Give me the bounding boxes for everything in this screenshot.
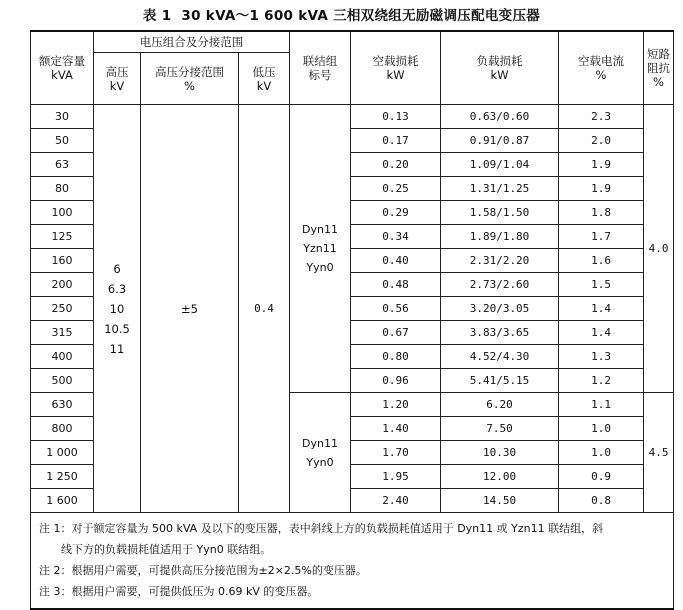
cell-no-load-loss: 1.20	[351, 393, 441, 417]
table-number: 表 1	[142, 8, 172, 24]
cell-no-load-current: 1.2	[559, 369, 644, 393]
cell-capacity: 400	[31, 345, 94, 369]
cell-no-load-current: 1.4	[559, 321, 644, 345]
cell-no-load-current: 1.5	[559, 273, 644, 297]
note-1-line-2: 线下方的负载损耗值适用于 Yyn0 联结组。	[61, 543, 272, 556]
cell-no-load-current: 1.9	[559, 177, 644, 201]
cell-tap-range: ±5	[141, 105, 239, 513]
cell-no-load-loss: 0.25	[351, 177, 441, 201]
cell-no-load-loss: 0.80	[351, 345, 441, 369]
cell-load-loss: 3.20/3.05	[441, 297, 559, 321]
cell-no-load-loss: 0.20	[351, 153, 441, 177]
note-2: 注 2：根据用户需要，可提供高压分接范围为±2×2.5%的变压器。	[39, 564, 367, 577]
cell-no-load-current: 2.0	[559, 129, 644, 153]
cell-no-load-loss: 2.40	[351, 489, 441, 513]
cell-capacity: 800	[31, 417, 94, 441]
cell-capacity: 315	[31, 321, 94, 345]
cell-no-load-current: 2.3	[559, 105, 644, 129]
transformer-spec-table	[30, 30, 674, 610]
cell-no-load-current: 0.8	[559, 489, 644, 513]
cell-capacity: 30	[31, 105, 94, 129]
cell-no-load-current: 0.9	[559, 465, 644, 489]
header-voltage-group: 电压组合及分接范围	[94, 31, 290, 53]
cell-load-loss: 1.31/1.25	[441, 177, 559, 201]
cell-load-loss: 0.91/0.87	[441, 129, 559, 153]
cell-no-load-current: 1.8	[559, 201, 644, 225]
cell-no-load-loss: 0.67	[351, 321, 441, 345]
header-impedance: 短路 阻抗 %	[644, 31, 674, 105]
cell-no-load-current: 1.3	[559, 345, 644, 369]
cell-no-load-current: 1.9	[559, 153, 644, 177]
cell-load-loss: 14.50	[441, 489, 559, 513]
cell-capacity: 63	[31, 153, 94, 177]
cell-load-loss: 12.00	[441, 465, 559, 489]
cell-no-load-loss: 0.40	[351, 249, 441, 273]
cell-connection-group-1: Dyn11 Yzn11 Yyn0	[290, 105, 351, 393]
note-3: 注 3：根据用户需要，可提供低压为 0.69 kV 的变压器。	[39, 585, 319, 598]
cell-load-loss: 5.41/5.15	[441, 369, 559, 393]
cell-no-load-current: 1.4	[559, 297, 644, 321]
cell-no-load-loss: 1.70	[351, 441, 441, 465]
cell-capacity: 125	[31, 225, 94, 249]
cell-capacity: 500	[31, 369, 94, 393]
cell-capacity: 80	[31, 177, 94, 201]
header-hv: 高压 kV	[94, 53, 141, 105]
header-load-loss: 负载损耗 kW	[441, 31, 559, 105]
table-title	[0, 4, 683, 24]
table-notes	[31, 513, 674, 610]
cell-connection-group-2: Dyn11 Yyn0	[290, 393, 351, 513]
cell-capacity: 250	[31, 297, 94, 321]
header-connection-group: 联结组 标号	[290, 31, 351, 105]
cell-no-load-loss: 0.56	[351, 297, 441, 321]
cell-capacity: 50	[31, 129, 94, 153]
cell-load-loss: 0.63/0.60	[441, 105, 559, 129]
cell-hv-values: 6 6.3 10 10.5 11	[94, 105, 141, 513]
header-rated-capacity: 额定容量 kVA	[31, 31, 94, 105]
cell-no-load-current: 1.1	[559, 393, 644, 417]
cell-load-loss: 4.52/4.30	[441, 345, 559, 369]
cell-capacity: 200	[31, 273, 94, 297]
cell-no-load-current: 1.0	[559, 417, 644, 441]
cell-load-loss: 3.83/3.65	[441, 321, 559, 345]
cell-capacity: 1 600	[31, 489, 94, 513]
cell-load-loss: 6.20	[441, 393, 559, 417]
cell-no-load-current: 1.7	[559, 225, 644, 249]
table-caption: 30 kVA～1 600 kVA 三相双绕组无励磁调压配电变压器	[181, 8, 541, 24]
cell-no-load-loss: 0.96	[351, 369, 441, 393]
cell-lv-value: 0.4	[239, 105, 290, 513]
cell-load-loss: 2.73/2.60	[441, 273, 559, 297]
cell-no-load-current: 1.6	[559, 249, 644, 273]
note-1-line-1: 注 1：对于额定容量为 500 kVA 及以下的变压器，表中斜线上方的负载损耗值适用于 Dyn11 或 Yzn11 联结组，斜	[39, 522, 604, 535]
cell-no-load-loss: 0.13	[351, 105, 441, 129]
cell-no-load-current: 1.0	[559, 441, 644, 465]
header-no-load-loss: 空载损耗 kW	[351, 31, 441, 105]
cell-no-load-loss: 1.95	[351, 465, 441, 489]
cell-load-loss: 10.30	[441, 441, 559, 465]
cell-load-loss: 1.89/1.80	[441, 225, 559, 249]
cell-load-loss: 7.50	[441, 417, 559, 441]
header-lv: 低压 kV	[239, 53, 290, 105]
cell-no-load-loss: 0.34	[351, 225, 441, 249]
header-no-load-current: 空载电流 %	[559, 31, 644, 105]
cell-no-load-loss: 0.48	[351, 273, 441, 297]
cell-capacity: 1 000	[31, 441, 94, 465]
cell-capacity: 630	[31, 393, 94, 417]
cell-impedance-2: 4.5	[644, 393, 674, 513]
cell-load-loss: 1.58/1.50	[441, 201, 559, 225]
cell-impedance-1: 4.0	[644, 105, 674, 393]
cell-no-load-loss: 1.40	[351, 417, 441, 441]
cell-capacity: 1 250	[31, 465, 94, 489]
cell-no-load-loss: 0.29	[351, 201, 441, 225]
cell-no-load-loss: 0.17	[351, 129, 441, 153]
cell-load-loss: 1.09/1.04	[441, 153, 559, 177]
header-tap-range: 高压分接范围 %	[141, 53, 239, 105]
cell-capacity: 160	[31, 249, 94, 273]
cell-load-loss: 2.31/2.20	[441, 249, 559, 273]
cell-capacity: 100	[31, 201, 94, 225]
